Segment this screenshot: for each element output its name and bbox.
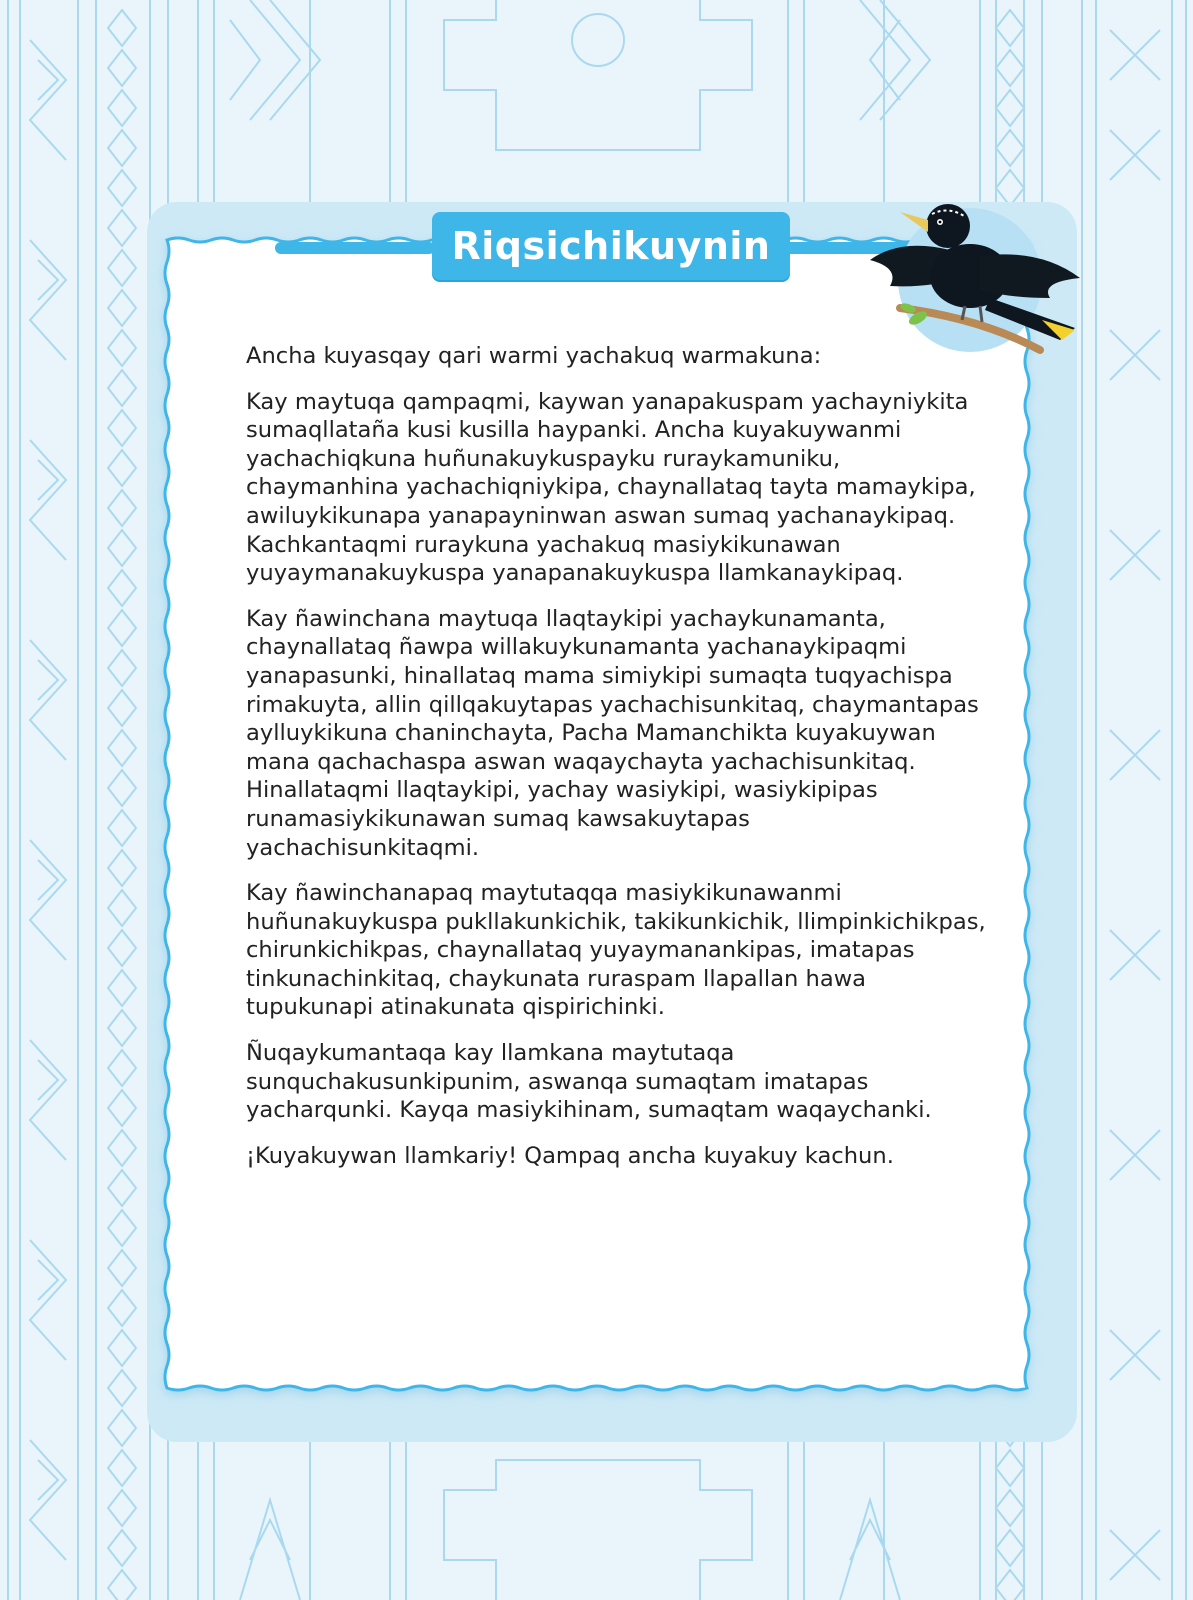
page-title: Riqsichikuynin: [451, 224, 771, 268]
title-banner: [432, 212, 790, 280]
paragraph: Ñuqaykumantaqa kay llamkana maytutaqa sunquchakusunkipunim, aswanqa sumaqtam imatapas yacharqunki. Kayqa masiykihinam, sumaqtam waqaychanki.: [246, 1040, 932, 1124]
paragraph-closing: ¡Kuyakuywan llamkariy! Qampaq ancha kuyakuy kachun.: [246, 1142, 894, 1169]
letter-content: [246, 342, 986, 1187]
paragraph-greeting: Ancha kuyasqay qari warmi yachakuq warmakuna:: [246, 343, 822, 369]
paragraph: Kay maytuqa qampaqmi, kaywan yanapakuspam yachayniykita sumaqllataña kusi kusilla haypanki. Ancha kuyakuywanmi yachachiqkuna huñunakuykuspayku ruraykamuniku, chaymanhina yachachiqniykipa, chaynallataq tayta mamaykipa, awiluykikunapa yanapayninwan aswan sumaq yachanaykipaq. Kachkantaqmi ruraykuna yachakuq masiykikunawan yuyaymanakuykuspa yanapanakuykuspa llamkanaykipaq.: [246, 388, 976, 587]
paragraph: Kay ñawinchanapaq maytutaqqa masiykikunawanmi huñunakuykuspa pukllakunkichik, takikunkichik, llimpinkichikpas, chirunkichikpas, chaynallataq yuyaymanankipas, imatapas tinkunachinkitaq, chaykunata ruraspam llapallan hawa tupukunapi atinakunata qispirichinki.: [246, 880, 986, 1021]
paragraph: Kay ñawinchana maytuqa llaqtaykipi yachaykunamanta, chaynallataq ñawpa willakuykunamanta yachanaykipaqmi yanapasunki, hinallataq mama simiykipi sumaqta tuqyachispa rimakuyta, allin qillqakuytapas yachachisunkitaq, chaymantapas aylluykikuna chaninchayta, Pacha Mamanchikta kuyakuywan mana qachachaspa aswan waqaychayta yachachisunkitaq. Hinallataqmi llaqtaykipi, yachay wasiykipi, wasiykipipas runamasiykikunawan sumaq kawsakuytapas yachachisunkitaqmi.: [246, 605, 979, 861]
